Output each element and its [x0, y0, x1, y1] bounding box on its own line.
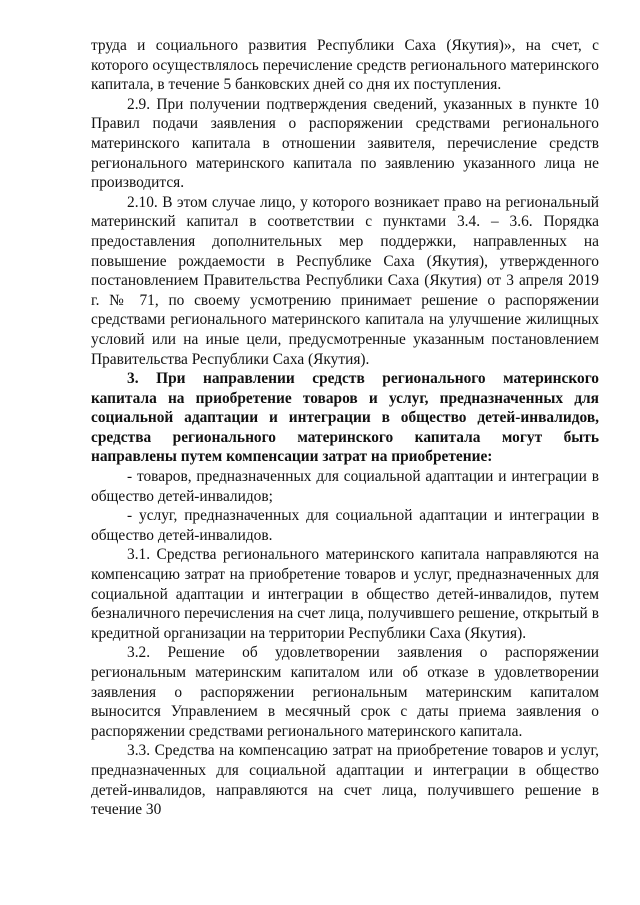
paragraph-2-9: 2.9. При получении подтверждения сведений, указанных в пункте 10 Правил подачи заявления о распоряжении средствами регионального материнского капитала в отношении заявителя, перечисление средств регионального материнского капитала по заявлению указанного лица не производится.	[91, 95, 599, 192]
document-body	[91, 36, 599, 820]
paragraph-3-2: 3.2. Решение об удовлетворении заявления о распоряжении региональным материнским капиталом или об отказе в удовлетворении заявления о распоряжении региональным материнским капиталом выносится Управлением в месячный срок с даты приема заявления о распоряжении средствами регионального материнского капитала.	[91, 644, 599, 740]
list-item-goods: - товаров, предназначенных для социальной адаптации и интеграции в общество детей-инвалидов;	[91, 468, 599, 505]
paragraph-continuation: труда и социального развития Республики Саха (Якутия)», на счет, с которого осуществлялось перечисление средств регионального материнского капитала, в течение 5 банковских дней со дня их поступления.	[91, 37, 599, 94]
paragraph-3-3: 3.3. Средства на компенсацию затрат на приобретение товаров и услуг, предназначенных для социальной адаптации и интеграции в общество детей-инвалидов, направляются на счет лица, получившего решение в течение 30	[91, 742, 599, 819]
paragraph-3-1: 3.1. Средства регионального материнского капитала направляются на компенсацию затрат на приобретение товаров и услуг, предназначенных для социальной адаптации и интеграции в общество детей-инвалидов, путем безналичного перечисления на счет лица, получившего решение, открытый в кредитной организации на территории Республики Саха (Якутия).	[91, 546, 599, 642]
section-3-heading: 3. При направлении средств регионального материнского капитала на приобретение товаров и услуг, предназначенных для социальной адаптации и интеграции в общество детей-инвалидов, средства регионального материнского капитала могут быть направлены путем компенсации затрат на приобретение:	[91, 370, 599, 466]
list-item-services: - услуг, предназначенных для социальной адаптации и интеграции в общество детей-инвалидов.	[91, 507, 599, 544]
paragraph-2-10: 2.10. В этом случае лицо, у которого возникает право на региональный материнский капитал в соответствии с пунктами 3.4. – 3.6. Порядка предоставления дополнительных мер поддержки, направленных на повышение рождаемости в Республике Саха (Якутия), утвержденного постановлением Правительства Республики Саха (Якутия) от 3 апреля 2019 г. № 71, по своему усмотрению принимает решение о распоряжении средствами регионального материнского капитала на улучшение жилищных условий или на иные цели, предусмотренные указанным постановлением Правительства Республики Саха (Якутия).	[91, 193, 599, 368]
